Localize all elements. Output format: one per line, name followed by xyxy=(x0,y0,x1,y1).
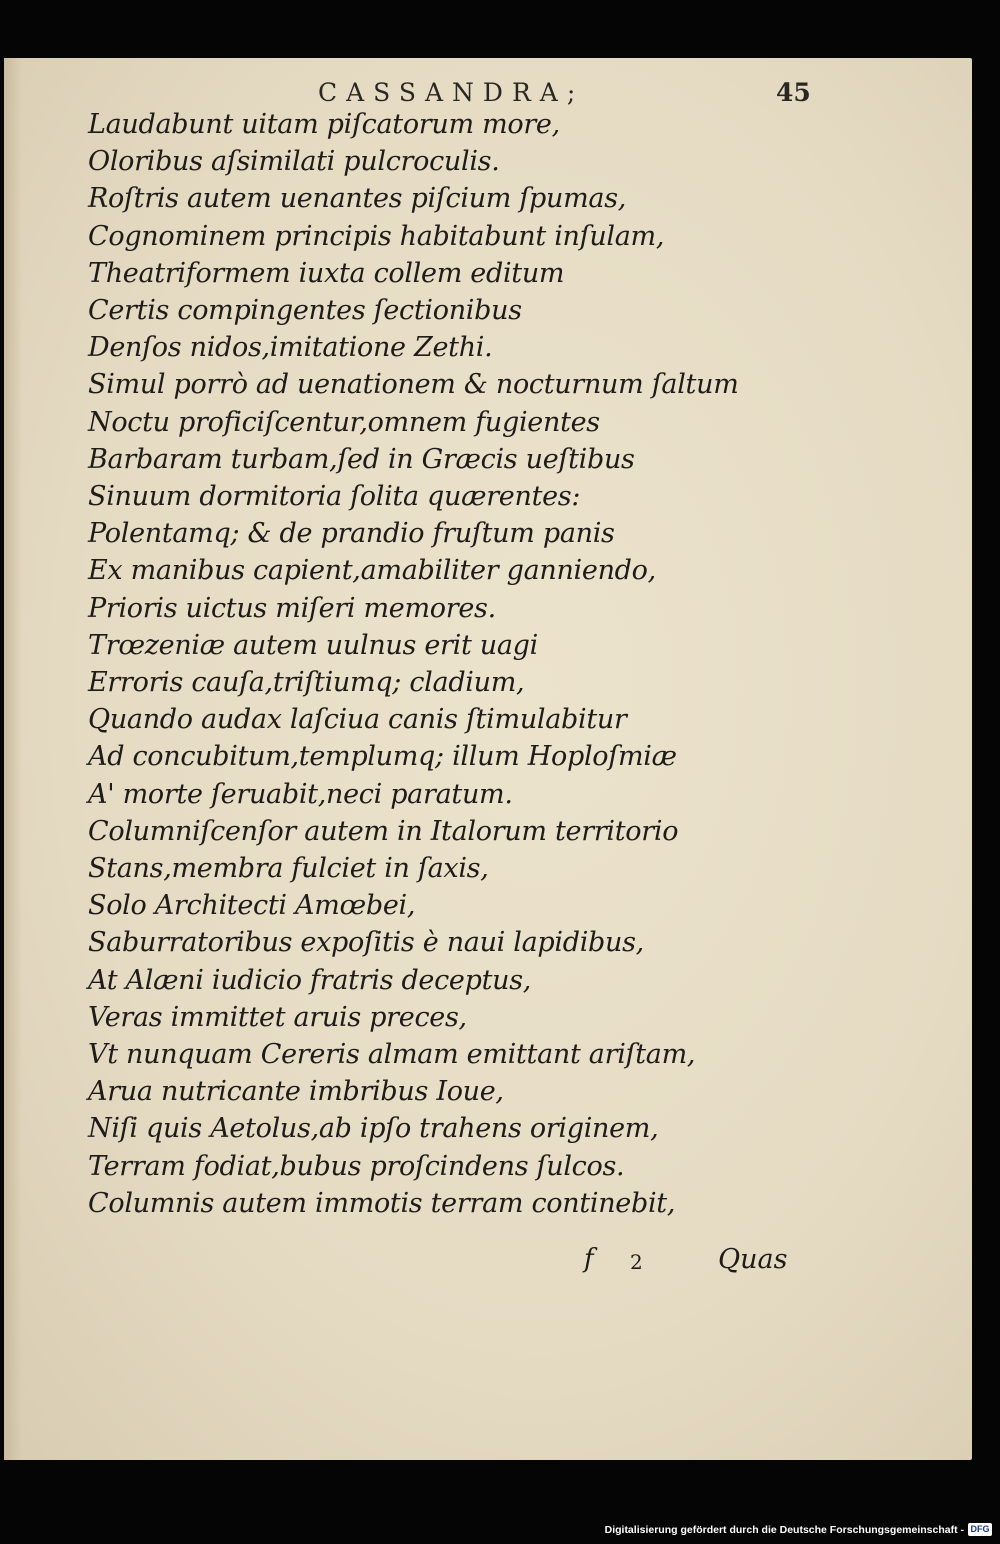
signature-mark: f xyxy=(584,1244,594,1274)
page-gutter-shadow xyxy=(4,58,22,1460)
verse-line: Simul porrò ad uenationem & nocturnum ſaltum xyxy=(88,369,739,401)
verse-line: Polentamq; & de prandio fruſtum panis xyxy=(88,518,615,550)
catchword: Quas xyxy=(718,1244,788,1275)
verse-line: A' morte ſeruabit,neci paratum. xyxy=(88,778,513,810)
verse-line: Columnis autem immotis terram continebit, xyxy=(88,1187,676,1219)
verse-line: Laudabunt uitam piſcatorum more, xyxy=(88,109,560,140)
verse-line: Sinuum dormitoria ſolita quærentes: xyxy=(88,481,581,513)
dfg-logo: DFG xyxy=(968,1523,992,1536)
verse-line: Quando audax laſciua canis ſtimulabitur xyxy=(88,704,627,736)
verse-line: Prioris uictus miſeri memores. xyxy=(88,592,496,624)
verse-line: Denſos nidos,imitatione Zethi. xyxy=(88,332,493,364)
verse-line: Barbaram turbam,ſed in Græcis ueſtibus xyxy=(88,443,635,475)
verse-line: Ad concubitum,templumq; illum Hoploſmiæ xyxy=(88,741,677,773)
running-title: CASSANDRA; xyxy=(318,78,585,107)
verse-line: Ex manibus capient,amabiliter ganniendo, xyxy=(88,555,656,587)
verse-line: Saburratoribus expoſitis è naui lapidibus, xyxy=(88,927,644,959)
verse-list xyxy=(88,106,848,1222)
verse-line: Stans,membra fulciet in ſaxis, xyxy=(88,853,489,885)
verse-line: Columniſcenſor autem in Italorum territorio xyxy=(88,815,679,847)
verse-line: Terram fodiat,bubus proſcindens ſulcos. xyxy=(88,1150,625,1182)
digitization-credit: Digitalisierung gefördert durch die Deutsche Forschungsgemeinschaft - xyxy=(604,1524,964,1536)
signature-number: 2 xyxy=(630,1250,643,1274)
folio-number: 45 xyxy=(776,78,811,107)
verse-line: Niſi quis Aetolus,ab ipſo trahens originem, xyxy=(88,1113,659,1145)
verse-line: Cognominem principis habitabunt inſulam, xyxy=(88,220,665,252)
verse-line: Noctu proficiſcentur,omnem fugientes xyxy=(88,406,600,438)
verse-line: Veras immittet aruis preces, xyxy=(88,1001,467,1033)
verse-line: Trœzeniæ autem uulnus erit uagi xyxy=(88,629,538,661)
verse-line: Erroris cauſa,triſtiumq; cladium, xyxy=(88,667,525,699)
verse-line: Arua nutricante imbribus Ioue, xyxy=(88,1076,504,1108)
verse-line: At Alæni iudicio fratris deceptus, xyxy=(88,964,532,996)
verse-line: Vt nunquam Cereris almam emittant ariſtam, xyxy=(88,1039,696,1071)
verse-line: Oloribus aſsimilati pulcroculis. xyxy=(88,146,500,178)
verse-line: Theatriformem iuxta collem editum xyxy=(88,257,565,289)
verse-line: Certis compingentes ſectionibus xyxy=(88,295,522,327)
verse-line: Roſtris autem uenantes piſcium ſpumas, xyxy=(88,183,627,215)
verse-line: Solo Architecti Amœbei, xyxy=(88,890,416,922)
